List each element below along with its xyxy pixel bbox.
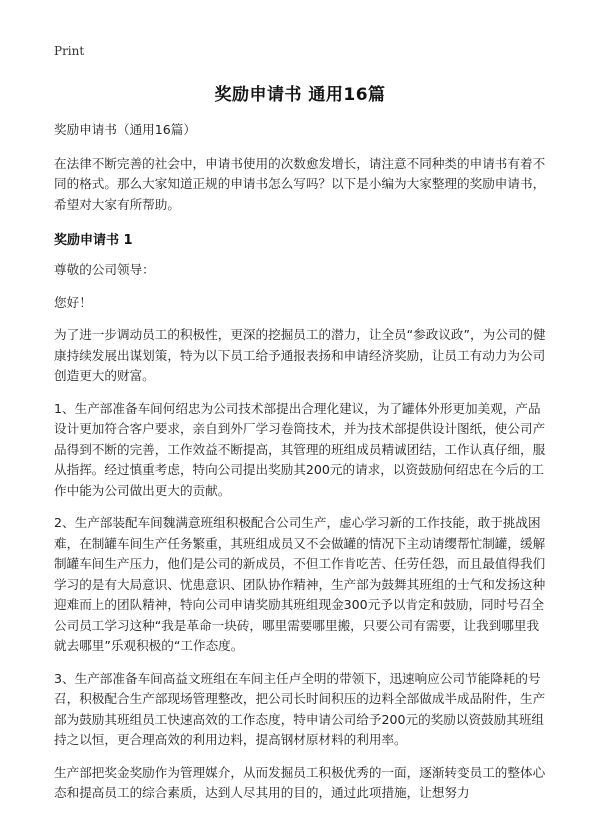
document-title: 奖励申请书 通用16篇 [214, 85, 386, 105]
salutation: 尊敬的公司领导： [54, 262, 155, 277]
document-subtitle: 奖励申请书（通用16篇） [54, 122, 196, 137]
intro-paragraph: 在法律不断完善的社会中，申请书使用的次数愈发增长，请注意不同种类的申请书有着不同的格式。那么大家知道正规的申请书怎么写吗？以下是小编为大家整理的奖励申请书，希望对大家有所帮助。 [54, 155, 546, 212]
document-body [54, 120, 548, 816]
section-heading: 奖励申请书 1 [54, 233, 133, 248]
print-link[interactable]: Print [54, 44, 85, 58]
body-paragraph: 3、生产部准备车间高益文班组在车间主任卢全明的带领下，迅速响应公司节能降耗的号召，积极配合生产部现场管理整改，把公司长时间积压的边料全部做成半成品附件，生产部为鼓励其班组员工快速高效的工作态度，特申请公司给予200元的奖励以资鼓励其班组持之以恒，更合理高效的利用边料，提高钢材原材料的利用率。 [54, 670, 546, 747]
body-paragraph: 为了进一步调动员工的积极性，更深的挖掘员工的潜力，让全员“参政议政”，为公司的健康持续发展出谋划策，特为以下员工给予通报表扬和申请经济奖励，让员工有动力为公司创造更大的财富。 [54, 327, 546, 383]
greeting: 您好！ [54, 294, 92, 310]
body-paragraph: 2、生产部装配车间魏满意班组积极配合公司生产，虚心学习新的工作技能，敢于挑战困难，在制罐车间生产任务繁重，其班组成员又不会做罐的情况下主动请缨帮忙制罐，缓解制罐车间生产压力，他们是公司的新成员，不但工作肯吃苦、任劳任怨，而且最值得我们学习的是有大局意识、忧患意识、团队协作精神，生产部为鼓舞其班组的士气和发扬这种迎难而上的团队精神，特向公司申请奖励其班组现金300元予以肯定和鼓励，同时号召全公司员工学习这种“我是革命一块砖，哪里需要哪里搬，只要公司有需要，让我到哪里我就去哪里”乐观积极的“工作态度。 [54, 515, 546, 653]
body-paragraph: 1、生产部准备车间何绍忠为公司技术部提出合理化建议，为了罐体外形更加美观，产品设计更加符合客户要求，亲自到外厂学习卷筒技术，并为技术部提供设计图纸，使公司产品得到不断的完善，工作效益不断提高，其管理的班组成员精诚团结，工作认真仔细，服从指挥。经过慎重考虑，特向公司提出奖励其200元的请求，以资鼓励何绍忠在今后的工作中能为公司做出更大的贡献。 [54, 400, 546, 498]
body-paragraph: 生产部把奖金奖励作为管理媒介，从而发掘员工积极优秀的一面，逐渐转变员工的整体心态和提高员工的综合素质，达到人尽其用的目的，通过此项措施，让想努力 [54, 764, 546, 800]
